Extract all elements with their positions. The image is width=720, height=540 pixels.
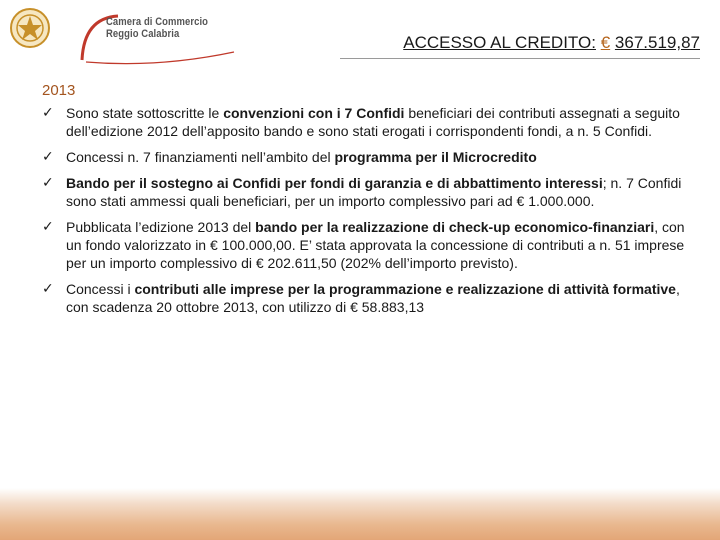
- bullet-text-bold: Bando per il sostegno ai Confidi per fondi di garanzia e di abbattimento interessi: [66, 175, 603, 191]
- chamber-name: [106, 16, 208, 40]
- list-item: [42, 104, 692, 140]
- list-item: [42, 218, 692, 272]
- checkmark-icon: ✓: [42, 219, 54, 235]
- checkmark-icon: ✓: [42, 105, 54, 121]
- title-currency: €: [600, 33, 611, 52]
- section-year: 2013: [42, 82, 76, 99]
- bullet-text: , con scadenza 20 ottobre 2013, con utilizzo di € 58.883,13: [66, 281, 680, 315]
- list-item: [42, 148, 692, 166]
- bullet-text: Sono state sottoscritte le: [66, 105, 224, 121]
- page-title: [403, 33, 700, 53]
- main-content: [42, 82, 692, 324]
- chamber-name-line2: Reggio Calabria: [106, 28, 180, 40]
- chamber-name-line1: Camera di Commercio: [106, 16, 209, 28]
- checkmark-icon: ✓: [42, 149, 54, 165]
- title-amount: 367.519,87: [614, 33, 700, 52]
- checkmark-icon: ✓: [42, 281, 54, 297]
- bullet-text-bold: contributi alle imprese per la programmazione e realizzazione di attività formative: [134, 281, 676, 297]
- bullet-text-bold: convenzioni con i 7 Confidi: [223, 105, 405, 121]
- bullet-list: [42, 104, 692, 316]
- bullet-text: Concessi i: [66, 281, 135, 297]
- bullet-text: Concessi n. 7 finanziamenti nell’ambito del: [66, 149, 335, 165]
- list-item: [42, 280, 692, 316]
- bullet-text: , con un fondo valorizzato in € 100.000,00. E’ stata approvata la concessione di contributi a n. 51 imprese per un importo complessivo di € 202.611,50 (202% dell’importo previsto).: [66, 219, 685, 271]
- list-item: [42, 174, 692, 210]
- bullet-text-bold: programma per il Microcredito: [334, 149, 537, 165]
- bullet-text: ; n. 7 Confidi sono stati ammessi quali beneficiari, per un importo complessivo pari ad € 1.000.000.: [66, 175, 682, 209]
- footer-band: [0, 488, 720, 540]
- title-divider: [340, 58, 700, 59]
- chamber-logo: [4, 4, 230, 62]
- bullet-text: beneficiari dei contributi assegnati a seguito dell’edizione 2012 dell’apposito bando e sono stati erogati i corrispondenti fondi, a n. 5 Confidi.: [66, 105, 680, 139]
- crest-icon: [8, 6, 52, 50]
- title-label: ACCESSO AL CREDITO:: [403, 33, 596, 52]
- checkmark-icon: ✓: [42, 175, 54, 191]
- bullet-text: Pubblicata l’edizione 2013 del: [66, 219, 256, 235]
- bullet-text-bold: bando per la realizzazione di check-up economico-finanziari: [255, 219, 655, 235]
